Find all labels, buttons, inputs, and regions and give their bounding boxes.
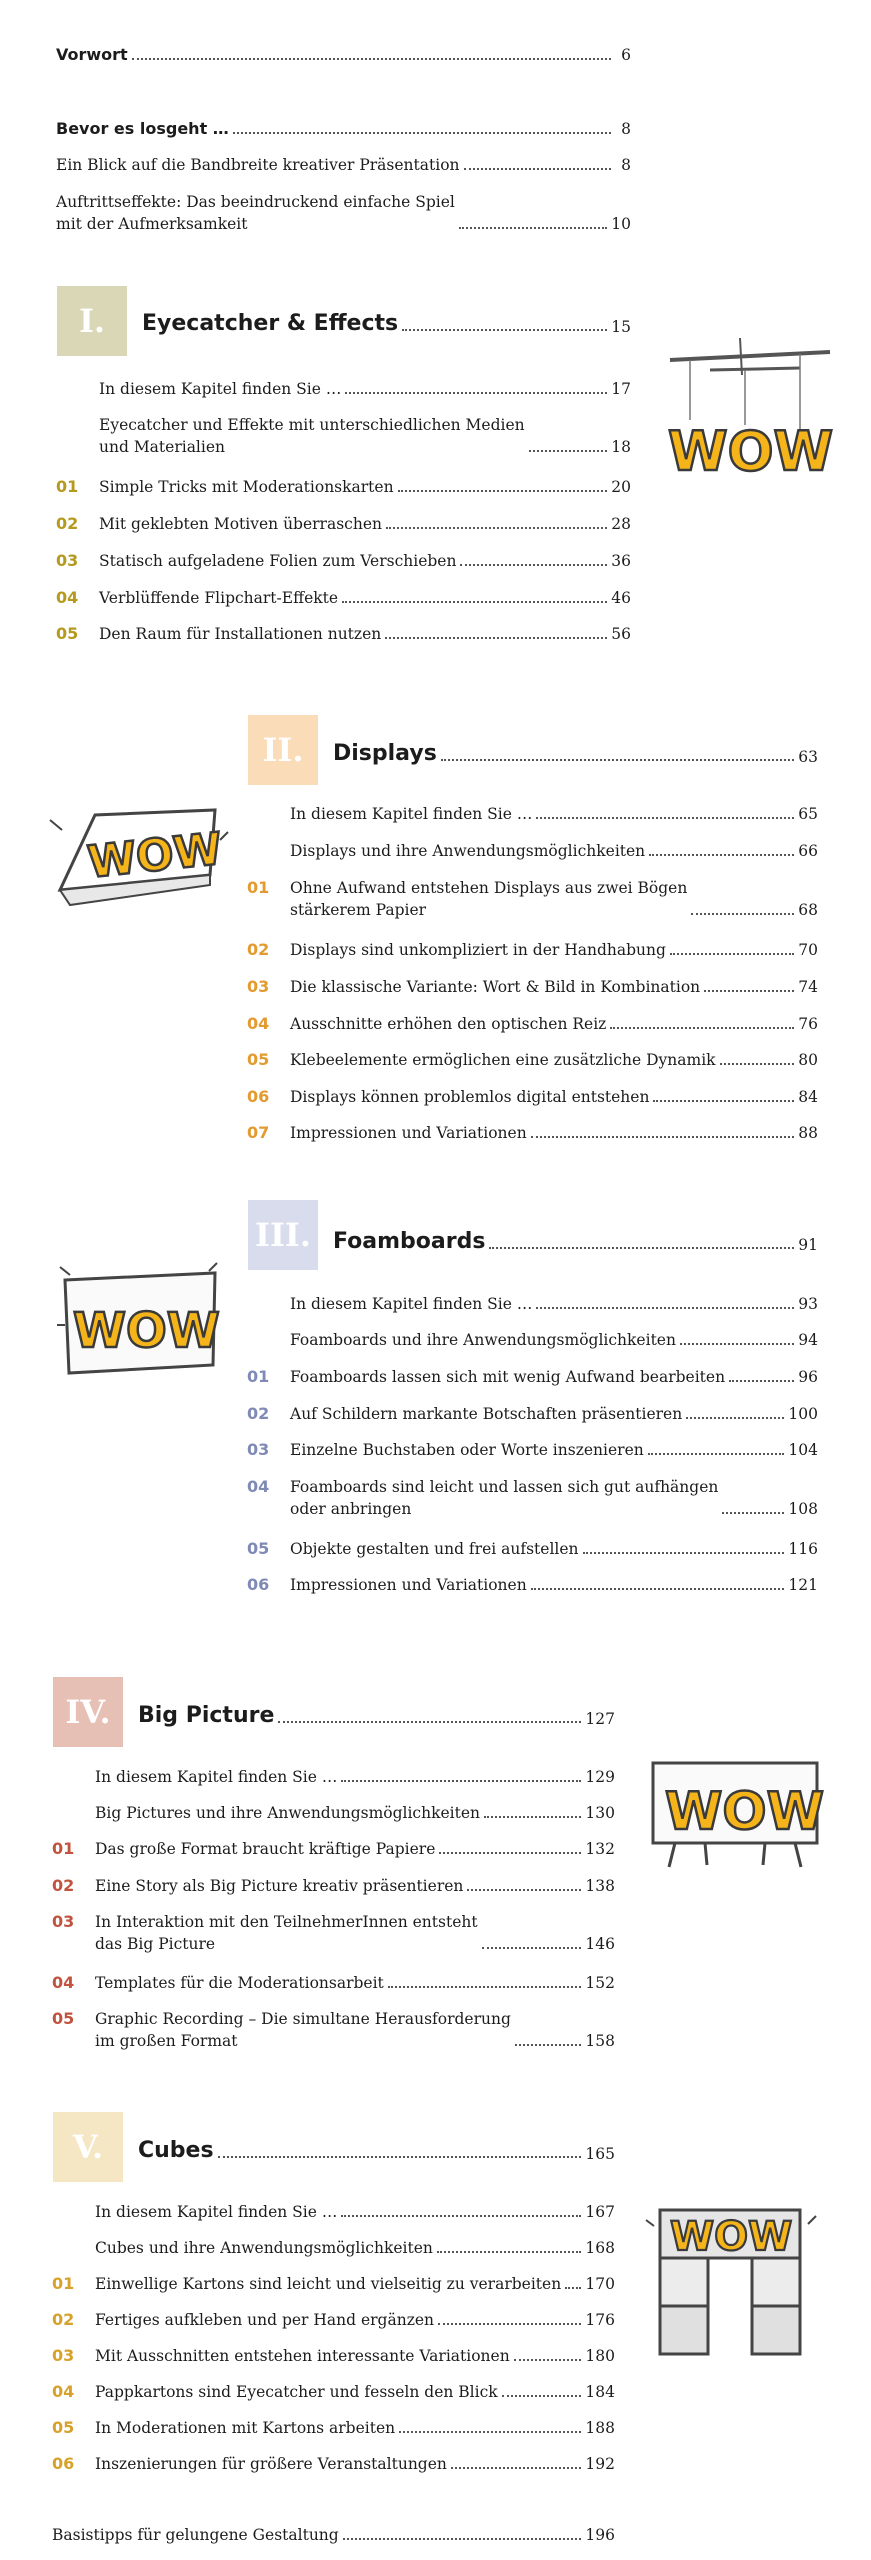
dot-leader bbox=[529, 450, 608, 452]
item-number: 05 bbox=[56, 624, 79, 643]
entry-title: Bevor es losgeht … bbox=[56, 119, 229, 138]
dot-leader bbox=[460, 564, 607, 566]
chapter-title-text: Displays bbox=[333, 741, 437, 766]
item-number: 06 bbox=[247, 1087, 270, 1106]
entry-page: 93 bbox=[798, 1295, 818, 1313]
dot-leader bbox=[343, 2538, 582, 2540]
toc-entry[interactable] bbox=[290, 976, 818, 998]
item-number: 06 bbox=[247, 1575, 270, 1594]
entry-page: 167 bbox=[585, 2203, 615, 2221]
entry-page: 94 bbox=[798, 1331, 818, 1349]
entry-page: 146 bbox=[585, 1935, 615, 1953]
entry-page: 170 bbox=[585, 2275, 615, 2293]
entry-page: 68 bbox=[798, 901, 818, 919]
toc-entry[interactable] bbox=[99, 414, 631, 458]
toc-entry[interactable] bbox=[95, 2201, 615, 2223]
dot-leader bbox=[386, 527, 607, 529]
dot-leader bbox=[648, 1453, 785, 1455]
entry-title: Eine Story als Big Picture kreativ präsentieren bbox=[95, 1877, 464, 1895]
toc-entry[interactable] bbox=[290, 1439, 818, 1461]
toc-entry-auftrittseffekte[interactable] bbox=[56, 191, 631, 235]
item-number: 06 bbox=[52, 2454, 75, 2473]
item-number: 04 bbox=[52, 2382, 75, 2401]
item-number: 03 bbox=[247, 1440, 270, 1459]
toc-entry[interactable] bbox=[95, 2345, 615, 2367]
toc-entry[interactable] bbox=[95, 1972, 615, 1994]
entry-page: 100 bbox=[788, 1405, 818, 1423]
entry-title: Impressionen und Variationen bbox=[290, 1576, 527, 1594]
wow-mobile-illustration bbox=[650, 330, 845, 500]
entry-page: 121 bbox=[788, 1576, 818, 1594]
entry-title: Klebeelemente ermöglichen eine zusätzliche Dynamik bbox=[290, 1051, 716, 1069]
chapter-numeral: V. bbox=[72, 2128, 104, 2166]
wow-tent-card-illustration bbox=[40, 780, 230, 920]
entry-title: Pappkartons sind Eyecatcher und fesseln den Blick bbox=[95, 2383, 498, 2401]
item-number: 05 bbox=[52, 2009, 75, 2028]
entry-page: 129 bbox=[585, 1768, 615, 1786]
entry-title: Ein Blick auf die Bandbreite kreativer Präsentation bbox=[56, 156, 460, 174]
dot-leader bbox=[345, 392, 607, 394]
entry-title: Einwellige Kartons sind leicht und vielseitig zu verarbeiten bbox=[95, 2275, 562, 2293]
entry-page: 28 bbox=[611, 515, 631, 533]
entry-title: Foamboards und ihre Anwendungsmöglichkeiten bbox=[290, 1331, 676, 1349]
entry-page: 66 bbox=[798, 842, 818, 860]
chapter-title-2[interactable] bbox=[333, 740, 818, 768]
chapter-page: 127 bbox=[585, 1710, 615, 1728]
toc-entry[interactable] bbox=[95, 1802, 615, 1824]
chapter-badge-3 bbox=[248, 1200, 318, 1270]
entry-page: 6 bbox=[621, 46, 631, 64]
dot-leader bbox=[467, 1889, 581, 1891]
dot-leader bbox=[729, 1380, 794, 1382]
chapter-numeral: II. bbox=[262, 731, 304, 769]
entry-page: 8 bbox=[621, 156, 631, 174]
toc-entry[interactable] bbox=[95, 1875, 615, 1897]
dot-leader bbox=[489, 1247, 794, 1249]
entry-title: Mit geklebten Motiven überraschen bbox=[99, 515, 382, 533]
dot-leader bbox=[402, 329, 607, 331]
entry-title: In Moderationen mit Kartons arbeiten bbox=[95, 2419, 396, 2437]
wow-foamboard-illustration bbox=[55, 1255, 225, 1390]
entry-page: 46 bbox=[611, 589, 631, 607]
entry-page: 10 bbox=[611, 215, 631, 233]
toc-entry[interactable] bbox=[290, 1086, 818, 1108]
dot-leader bbox=[514, 2359, 582, 2361]
item-number: 04 bbox=[52, 1973, 75, 1992]
entry-title: Fertiges aufkleben und per Hand ergänzen bbox=[95, 2311, 435, 2329]
toc-entry[interactable] bbox=[290, 1403, 818, 1425]
entry-page: 188 bbox=[585, 2419, 615, 2437]
item-number: 02 bbox=[52, 1876, 75, 1895]
toc-entry[interactable] bbox=[99, 476, 631, 498]
wow-text: WOW bbox=[85, 823, 225, 889]
toc-entry[interactable] bbox=[95, 2237, 615, 2259]
toc-entry[interactable] bbox=[290, 803, 818, 825]
item-number: 03 bbox=[56, 551, 79, 570]
toc-entry[interactable] bbox=[99, 513, 631, 535]
dot-leader bbox=[388, 1986, 582, 1988]
item-number: 07 bbox=[247, 1123, 270, 1142]
entry-title: Cubes und ihre Anwendungsmöglichkeiten bbox=[95, 2239, 433, 2257]
toc-entry[interactable] bbox=[95, 2008, 615, 2052]
item-number: 05 bbox=[247, 1539, 270, 1558]
toc-entry-bandbreite[interactable] bbox=[56, 154, 631, 176]
entry-page: 74 bbox=[798, 978, 818, 996]
entry-page: 65 bbox=[798, 805, 818, 823]
dot-leader bbox=[670, 953, 794, 955]
dot-leader bbox=[342, 601, 607, 603]
entry-title: Auf Schildern markante Botschaften präsentieren bbox=[290, 1405, 683, 1423]
toc-entry[interactable] bbox=[290, 1476, 818, 1520]
item-number: 02 bbox=[52, 2310, 75, 2329]
item-number: 04 bbox=[247, 1477, 270, 1496]
entry-title: Foamboards sind leicht und lassen sich gut aufhängen oder anbringen bbox=[290, 1478, 719, 1518]
dot-leader bbox=[704, 990, 794, 992]
dot-leader bbox=[686, 1417, 784, 1419]
dot-leader bbox=[484, 1816, 581, 1818]
entry-title: Graphic Recording – Die simultane Herausforderung im großen Format bbox=[95, 2010, 511, 2050]
entry-title: Vorwort bbox=[56, 45, 128, 64]
entry-page: 17 bbox=[611, 380, 631, 398]
entry-title: Verblüffende Flipchart-Effekte bbox=[99, 589, 339, 607]
entry-title: Basistipps für gelungene Gestaltung bbox=[52, 2526, 339, 2544]
dot-leader bbox=[438, 2323, 581, 2325]
item-number: 03 bbox=[52, 1912, 75, 1931]
dot-leader bbox=[399, 2431, 581, 2433]
entry-page: 18 bbox=[611, 438, 631, 456]
dot-leader bbox=[441, 759, 794, 761]
item-number: 03 bbox=[247, 977, 270, 996]
chapter-page: 63 bbox=[798, 748, 818, 766]
toc-entry[interactable] bbox=[99, 623, 631, 645]
chapter-badge-4 bbox=[53, 1677, 123, 1747]
item-number: 04 bbox=[247, 1014, 270, 1033]
toc-entry[interactable] bbox=[95, 2417, 615, 2439]
dot-leader bbox=[536, 817, 794, 819]
toc-entry[interactable] bbox=[95, 2453, 615, 2475]
entry-page: 132 bbox=[585, 1840, 615, 1858]
entry-title: Statisch aufgeladene Folien zum Verschieben bbox=[99, 552, 457, 570]
dot-leader bbox=[341, 1780, 581, 1782]
entry-title: Einzelne Buchstaben oder Worte inszenieren bbox=[290, 1441, 644, 1459]
chapter-title-text: Eyecatcher & Effects bbox=[142, 311, 399, 336]
item-number: 02 bbox=[56, 514, 79, 533]
dot-leader bbox=[531, 1588, 785, 1590]
chapter-title-3[interactable] bbox=[333, 1228, 818, 1256]
entry-title: Eyecatcher und Effekte mit unterschiedlichen Medien und Materialien bbox=[99, 416, 525, 456]
chapter-badge-5 bbox=[53, 2112, 123, 2182]
toc-entry[interactable] bbox=[95, 2273, 615, 2295]
entry-page: 138 bbox=[585, 1877, 615, 1895]
entry-title: Simple Tricks mit Moderationskarten bbox=[99, 478, 394, 496]
entry-title: Inszenierungen für größere Veranstaltungen bbox=[95, 2455, 447, 2473]
wow-text: WOW bbox=[73, 1303, 220, 1359]
entry-page: 176 bbox=[585, 2311, 615, 2329]
wow-text: WOW bbox=[668, 420, 834, 483]
dot-leader bbox=[385, 637, 607, 639]
entry-page: 184 bbox=[585, 2383, 615, 2401]
wow-cubes-illustration bbox=[640, 2190, 825, 2370]
entry-title: In diesem Kapitel finden Sie … bbox=[290, 1295, 533, 1313]
entry-page: 196 bbox=[585, 2526, 615, 2544]
entry-title: Displays sind unkompliziert in der Handhabung bbox=[290, 941, 666, 959]
item-number: 04 bbox=[56, 588, 79, 607]
toc-entry[interactable] bbox=[99, 550, 631, 572]
entry-title: Mit Ausschnitten entstehen interessante Variationen bbox=[95, 2347, 510, 2365]
dot-leader bbox=[649, 854, 794, 856]
chapter-numeral: IV. bbox=[65, 1693, 111, 1731]
chapter-numeral: I. bbox=[78, 302, 106, 340]
entry-page: 96 bbox=[798, 1368, 818, 1386]
dot-leader bbox=[233, 132, 611, 134]
entry-title: In Interaktion mit den TeilnehmerInnen entsteht das Big Picture bbox=[95, 1913, 478, 1953]
entry-page: 80 bbox=[798, 1051, 818, 1069]
entry-title: In diesem Kapitel finden Sie … bbox=[290, 805, 533, 823]
entry-title: Foamboards lassen sich mit wenig Aufwand bearbeiten bbox=[290, 1368, 726, 1386]
chapter-badge-1 bbox=[57, 286, 127, 356]
dot-leader bbox=[459, 227, 607, 229]
dot-leader bbox=[722, 1512, 784, 1514]
dot-leader bbox=[502, 2395, 582, 2397]
entry-page: 152 bbox=[585, 1974, 615, 1992]
dot-leader bbox=[451, 2467, 582, 2469]
dot-leader bbox=[691, 913, 794, 915]
entry-title: In diesem Kapitel finden Sie … bbox=[95, 1768, 338, 1786]
toc-entry[interactable] bbox=[290, 1329, 818, 1351]
toc-entry[interactable] bbox=[95, 1766, 615, 1788]
dot-leader bbox=[482, 1947, 582, 1949]
chapter-title-text: Foamboards bbox=[333, 1229, 486, 1254]
entry-title: Den Raum für Installationen nutzen bbox=[99, 625, 382, 643]
entry-page: 8 bbox=[621, 120, 631, 138]
wow-pinboard-illustration bbox=[645, 1755, 825, 1875]
wow-text: WOW bbox=[665, 1782, 824, 1842]
chapter-title-1[interactable] bbox=[142, 310, 631, 338]
chapter-page: 91 bbox=[798, 1236, 818, 1254]
entry-title: In diesem Kapitel finden Sie … bbox=[99, 380, 342, 398]
dot-leader bbox=[583, 1552, 785, 1554]
toc-entry-basistipps[interactable] bbox=[52, 2524, 615, 2546]
dot-leader bbox=[515, 2044, 582, 2046]
toc-entry[interactable] bbox=[99, 378, 631, 400]
toc-entry[interactable] bbox=[99, 587, 631, 609]
entry-title: Die klassische Variante: Wort & Bild in Kombination bbox=[290, 978, 701, 996]
entry-page: 168 bbox=[585, 2239, 615, 2257]
entry-page: 20 bbox=[611, 478, 631, 496]
entry-page: 192 bbox=[585, 2455, 615, 2473]
toc-entry[interactable] bbox=[290, 939, 818, 961]
dot-leader bbox=[720, 1063, 795, 1065]
entry-title: Objekte gestalten und frei aufstellen bbox=[290, 1540, 579, 1558]
entry-title: Ausschnitte erhöhen den optischen Reiz bbox=[290, 1015, 607, 1033]
chapter-badge-2 bbox=[248, 715, 318, 785]
toc-entry[interactable] bbox=[290, 1366, 818, 1388]
entry-page: 116 bbox=[788, 1540, 818, 1558]
entry-title: Big Pictures und ihre Anwendungsmöglichkeiten bbox=[95, 1804, 481, 1822]
chapter-title-text: Big Picture bbox=[138, 1703, 275, 1728]
entry-title: Displays und ihre Anwendungsmöglichkeiten bbox=[290, 842, 646, 860]
item-number: 05 bbox=[247, 1050, 270, 1069]
chapter-title-5[interactable] bbox=[138, 2137, 615, 2165]
item-number: 01 bbox=[247, 878, 270, 897]
entry-title: Templates für die Moderationsarbeit bbox=[95, 1974, 384, 1992]
toc-entry[interactable] bbox=[290, 1293, 818, 1315]
toc-entry[interactable] bbox=[290, 1049, 818, 1071]
toc-entry[interactable] bbox=[95, 2309, 615, 2331]
item-number: 02 bbox=[247, 1404, 270, 1423]
toc-entry[interactable] bbox=[95, 2381, 615, 2403]
entry-page: 84 bbox=[798, 1088, 818, 1106]
toc-entry[interactable] bbox=[290, 1122, 818, 1144]
dot-leader bbox=[565, 2287, 581, 2289]
toc-entry[interactable] bbox=[95, 1911, 615, 1955]
item-number: 01 bbox=[56, 477, 79, 496]
dot-leader bbox=[132, 58, 611, 60]
dot-leader bbox=[439, 1852, 581, 1854]
toc-entry[interactable] bbox=[95, 1838, 615, 1860]
item-number: 01 bbox=[247, 1367, 270, 1386]
entry-page: 158 bbox=[585, 2032, 615, 2050]
toc-entry[interactable] bbox=[290, 1538, 818, 1560]
entry-title: Ohne Aufwand entstehen Displays aus zwei Bögen stärkerem Papier bbox=[290, 879, 688, 919]
toc-entry[interactable] bbox=[290, 1574, 818, 1596]
entry-page: 88 bbox=[798, 1124, 818, 1142]
chapter-title-4[interactable] bbox=[138, 1702, 615, 1730]
entry-page: 180 bbox=[585, 2347, 615, 2365]
chapter-page: 165 bbox=[585, 2145, 615, 2163]
dot-leader bbox=[464, 168, 611, 170]
dot-leader bbox=[341, 2215, 581, 2217]
entry-title: Displays können problemlos digital entstehen bbox=[290, 1088, 650, 1106]
dot-leader bbox=[610, 1027, 794, 1029]
entry-title: In diesem Kapitel finden Sie … bbox=[95, 2203, 338, 2221]
entry-page: 70 bbox=[798, 941, 818, 959]
dot-leader bbox=[653, 1100, 794, 1102]
entry-page: 76 bbox=[798, 1015, 818, 1033]
chapter-title-text: Cubes bbox=[138, 2138, 214, 2163]
dot-leader bbox=[437, 2251, 582, 2253]
dot-leader bbox=[278, 1721, 581, 1723]
wow-text: WOW bbox=[670, 2214, 793, 2260]
dot-leader bbox=[680, 1343, 794, 1345]
toc-entry-vorwort[interactable] bbox=[56, 44, 631, 66]
chapter-page: 15 bbox=[611, 318, 631, 336]
entry-page: 36 bbox=[611, 552, 631, 570]
entry-page: 104 bbox=[788, 1441, 818, 1459]
item-number: 01 bbox=[52, 1839, 75, 1858]
item-number: 03 bbox=[52, 2346, 75, 2365]
chapter-numeral: III. bbox=[254, 1216, 312, 1254]
dot-leader bbox=[398, 490, 608, 492]
toc-entry-bevor[interactable] bbox=[56, 118, 631, 140]
item-number: 05 bbox=[52, 2418, 75, 2437]
entry-page: 130 bbox=[585, 1804, 615, 1822]
dot-leader bbox=[536, 1307, 794, 1309]
entry-title: Impressionen und Variationen bbox=[290, 1124, 527, 1142]
entry-title: Auftrittseffekte: Das beeindruckend einfache Spiel mit der Aufmerksamkeit bbox=[56, 193, 455, 233]
toc-entry[interactable] bbox=[290, 1013, 818, 1035]
entry-title: Das große Format braucht kräftige Papiere bbox=[95, 1840, 436, 1858]
dot-leader bbox=[531, 1136, 795, 1138]
dot-leader bbox=[218, 2156, 582, 2158]
item-number: 01 bbox=[52, 2274, 75, 2293]
item-number: 02 bbox=[247, 940, 270, 959]
toc-entry[interactable] bbox=[290, 877, 818, 921]
toc-entry[interactable] bbox=[290, 840, 818, 862]
entry-page: 56 bbox=[611, 625, 631, 643]
entry-page: 108 bbox=[788, 1500, 818, 1518]
